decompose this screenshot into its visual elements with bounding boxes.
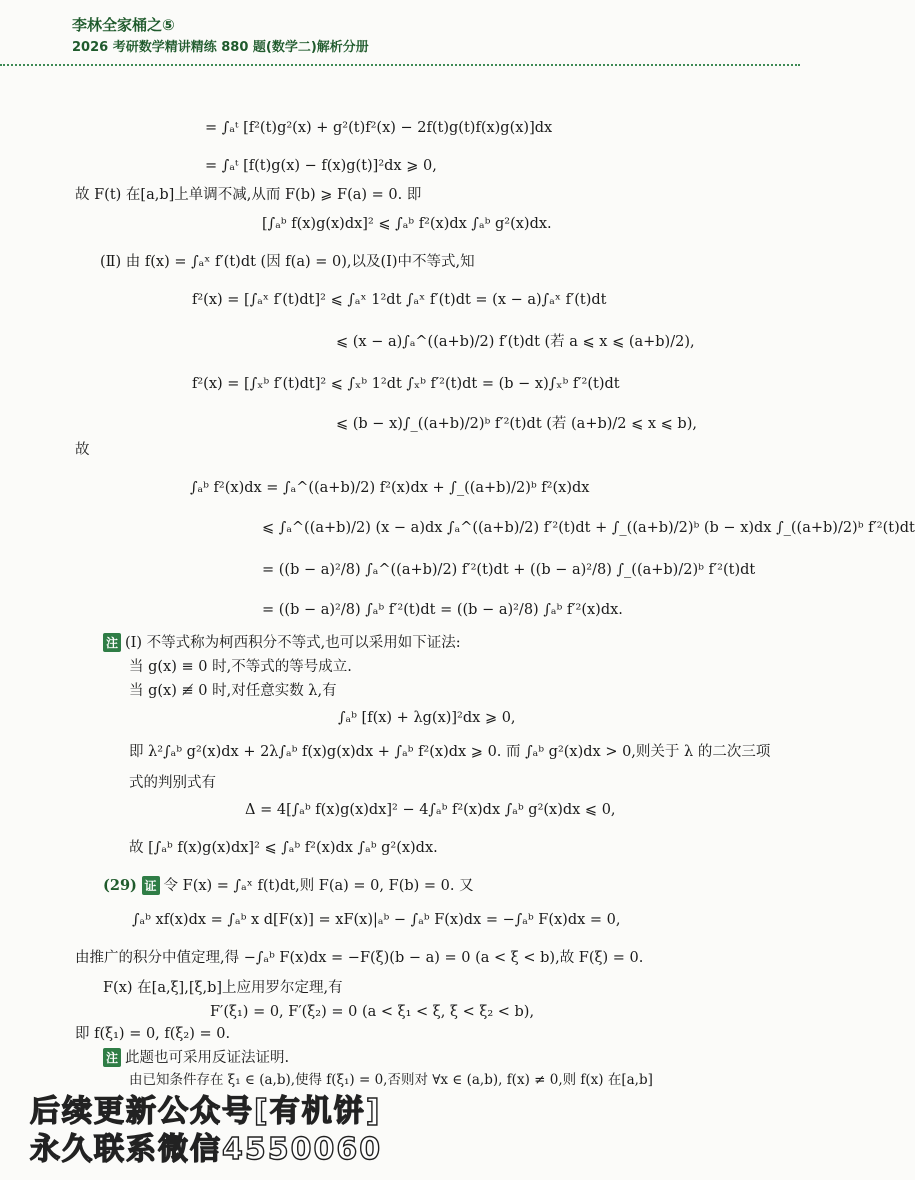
mean-value-text: 由推广的积分中值定理,得 −∫ₐᵇ F(x)dx = −F(ξ)(b − a) = 0 (a < ξ < b),故 F(ξ) = 0. [75, 950, 644, 966]
zero-points: 即 f(ξ₁) = 0, f(ξ₂) = 0. [75, 1026, 231, 1042]
f-squared-bound-1b: ⩽ (x − a)∫ₐ^((a+b)/2) f′(t)dt (若 a ⩽ x ⩽ (a+b)/2), [336, 334, 695, 350]
problem-29-text: 令 F(x) = ∫ₐˣ f(t)dt,则 F(a) = 0, F(b) = 0. 又 [163, 878, 474, 894]
proof-badge: 证 [142, 876, 160, 895]
f-squared-bound-2b: ⩽ (b − x)∫_((a+b)/2)ᵇ f′²(t)dt (若 (a+b)/2 ⩽ x ⩽ b), [336, 416, 697, 432]
rolle-result: F′(ξ₁) = 0, F′(ξ₂) = 0 (a < ξ₁ < ξ, ξ < ξ₂ < b), [210, 1004, 535, 1020]
integral-bound: ⩽ ∫ₐ^((a+b)/2) (x − a)dx ∫ₐ^((a+b)/2) f′²(t)dt + ∫_((a+b)/2)ᵇ (b − x)dx ∫_((a+b)/2)ᵇ f′²(t)dt [262, 520, 915, 536]
problem-29-start [103, 876, 474, 896]
f-squared-bound-2: f²(x) = [∫ₓᵇ f′(t)dt]² ⩽ ∫ₓᵇ 1²dt ∫ₓᵇ f′²(t)dt = (b − x)∫ₓᵇ f′²(t)dt [192, 376, 620, 392]
therefore-text: 故 [75, 442, 90, 458]
note2-text: 此题也可采用反证法证明. [125, 1050, 290, 1066]
integral-eval-2: = ((b − a)²/8) ∫ₐᵇ f′²(t)dt = ((b − a)²/8) ∫ₐᵇ f′²(x)dx. [262, 602, 623, 618]
note-line-3: 当 g(x) ≢ 0 时,对任意实数 λ,有 [129, 683, 337, 699]
note-text-1: (Ⅰ) 不等式称为柯西积分不等式,也可以采用如下证法: [125, 635, 461, 651]
f-squared-bound-1: f²(x) = [∫ₐˣ f′(t)dt]² ⩽ ∫ₐˣ 1²dt ∫ₐˣ f′(t)dt = (x − a)∫ₐˣ f′(t)dt [192, 292, 607, 308]
cauchy-inequality: [∫ₐᵇ f(x)g(x)dx]² ⩽ ∫ₐᵇ f²(x)dx ∫ₐᵇ g²(x)dx. [262, 216, 552, 232]
note2-line-2: 由已知条件存在 ξ₁ ∈ (a,b),使得 f(ξ₁) = 0,否则对 ∀x ∈ (a,b), f(x) ≠ 0,则 f(x) 在[a,b] [129, 1072, 653, 1088]
problem-number: (29) [103, 877, 137, 894]
note-discriminant-intro: 式的判别式有 [129, 775, 216, 791]
note-integral: ∫ₐᵇ [f(x) + λg(x)]²dx ⩾ 0, [338, 710, 516, 726]
note-conclusion: 故 [∫ₐᵇ f(x)g(x)dx]² ⩽ ∫ₐᵇ f²(x)dx ∫ₐᵇ g²(x)dx. [129, 840, 438, 856]
watermark-line-2: 永久联系微信4550060 [30, 1132, 383, 1167]
note-quadratic: 即 λ²∫ₐᵇ g²(x)dx + 2λ∫ₐᵇ f(x)g(x)dx + ∫ₐᵇ f²(x)dx ⩾ 0. 而 ∫ₐᵇ g²(x)dx > 0,则关于 λ 的二次三项 [129, 744, 771, 760]
note-line-2: 当 g(x) ≡ 0 时,不等式的等号成立. [129, 659, 352, 675]
rolle-text: F(x) 在[a,ξ],[ξ,b]上应用罗尔定理,有 [103, 980, 343, 996]
conclusion-text: 故 F(t) 在[a,b]上单调不减,从而 F(b) ⩾ F(a) = 0. 即 [75, 187, 422, 203]
derivation-line-2: = ∫ₐᵗ [f(t)g(x) − f(x)g(t)]²dx ⩾ 0, [205, 158, 437, 174]
note-badge: 注 [103, 633, 121, 652]
note-badge-2: 注 [103, 1048, 121, 1067]
part-two-intro: (Ⅱ) 由 f(x) = ∫ₐˣ f′(t)dt (因 f(a) = 0),以及(Ⅰ)中不等式,知 [100, 254, 475, 270]
note2-line-1 [103, 1048, 289, 1068]
parts-integration: ∫ₐᵇ xf(x)dx = ∫ₐᵇ x d[F(x)] = xF(x)|ₐᵇ − ∫ₐᵇ F(x)dx = −∫ₐᵇ F(x)dx = 0, [132, 912, 621, 928]
derivation-line-1: = ∫ₐᵗ [f²(t)g²(x) + g²(t)f²(x) − 2f(t)g(t)f(x)g(x)]dx [205, 120, 553, 136]
note-line-1 [103, 633, 461, 653]
note-discriminant: Δ = 4[∫ₐᵇ f(x)g(x)dx]² − 4∫ₐᵇ f²(x)dx ∫ₐᵇ g²(x)dx ⩽ 0, [245, 802, 616, 818]
header-divider [0, 64, 800, 66]
watermark-line-1: 后续更新公众号[有机饼] [30, 1094, 382, 1129]
integral-eval-1: = ((b − a)²/8) ∫ₐ^((a+b)/2) f′²(t)dt + ((b − a)²/8) ∫_((a+b)/2)ᵇ f′²(t)dt [262, 562, 756, 578]
integral-split: ∫ₐᵇ f²(x)dx = ∫ₐ^((a+b)/2) f²(x)dx + ∫_((a+b)/2)ᵇ f²(x)dx [190, 480, 590, 496]
series-title: 李林全家桶之⑤ [72, 16, 175, 34]
book-title: 2026 考研数学精讲精练 880 题(数学二)解析分册 [72, 40, 369, 55]
